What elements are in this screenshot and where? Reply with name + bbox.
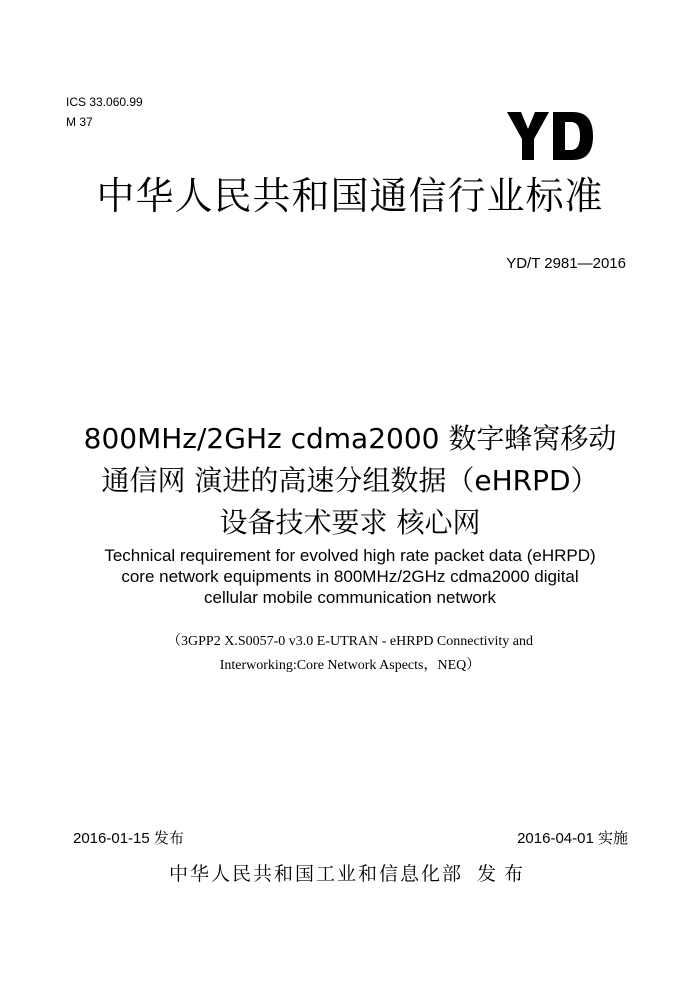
standard-number: YD/T 2981—2016	[506, 255, 626, 272]
ccs-code: M 37	[66, 115, 93, 129]
issue-date: 2016-01-15 发布	[73, 830, 184, 847]
reference-line: （3GPP2 X.S0057-0 v3.0 E-UTRAN - eHRPD Connectivity and	[167, 634, 533, 649]
chinese-title	[0, 418, 700, 544]
reference-line: Interworking:Core Network Aspects，NEQ）	[219, 658, 481, 673]
publisher-name: 中华人民共和国工业和信息化部	[168, 863, 463, 885]
english-title-line: Technical requirement for evolved high rate packet data (eHRPD)	[104, 546, 596, 565]
chinese-title-line: 通信网 演进的高速分组数据（eHRPD）	[101, 464, 599, 497]
yd-logo-mark	[507, 112, 593, 160]
english-title-line: core network equipments in 800MHz/2GHz cdma2000 digital	[121, 567, 579, 586]
chinese-title-line: 设备技术要求 核心网	[219, 506, 481, 539]
standard-category-title: 中华人民共和国通信行业标准	[96, 174, 604, 218]
classification-codes	[66, 92, 143, 132]
yd-logo	[507, 112, 593, 160]
chinese-title-line: 800MHz/2GHz cdma2000 数字蜂窝移动	[83, 422, 617, 455]
publisher-suffix: 发布	[477, 863, 532, 885]
publisher	[0, 862, 700, 886]
english-title-line: cellular mobile communication network	[204, 588, 496, 607]
implementation-date: 2016-04-01 实施	[517, 830, 628, 847]
english-title	[0, 545, 700, 608]
ics-code: ICS 33.060.99	[66, 95, 143, 109]
reference-standard	[0, 630, 700, 678]
